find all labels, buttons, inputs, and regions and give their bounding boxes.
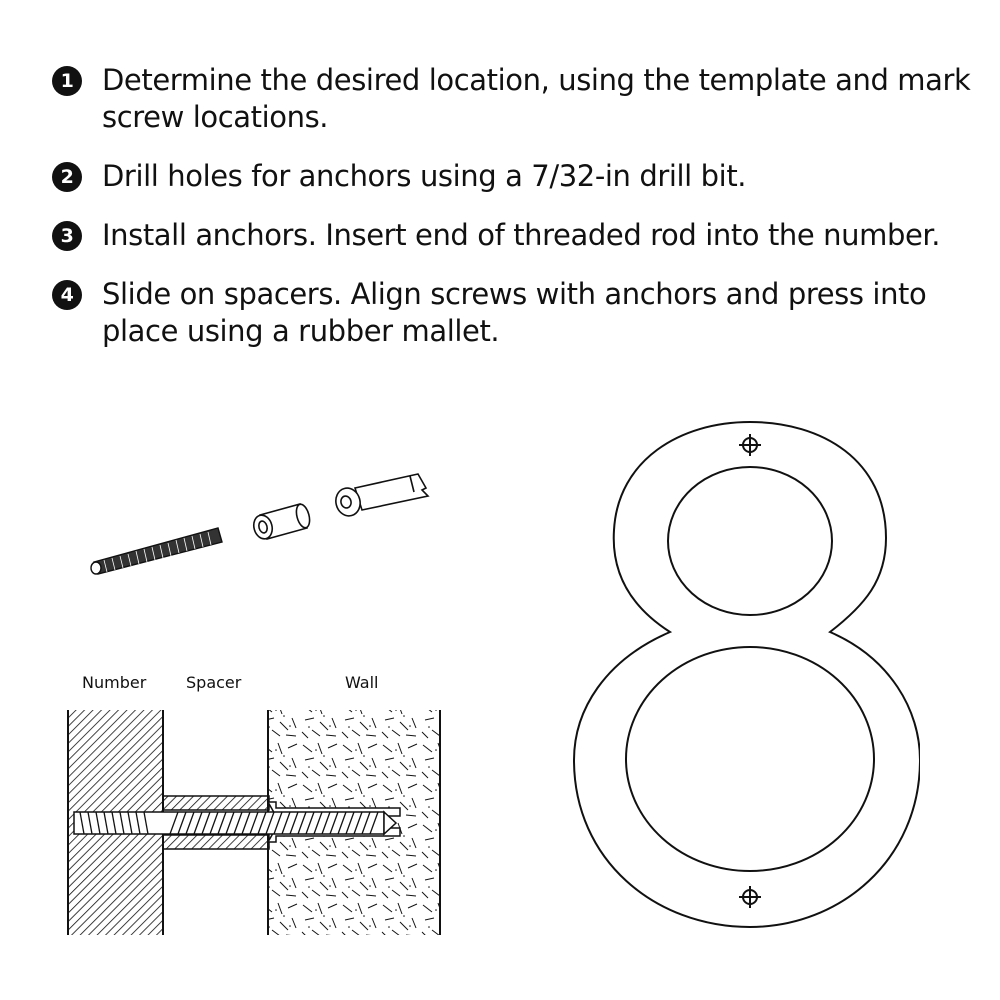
- step-text: Drill holes for anchors using a 7/32-in drill bit.: [102, 159, 747, 193]
- step-4: [52, 276, 952, 350]
- parts-illustration: [80, 470, 460, 590]
- spacer-icon: [251, 503, 312, 541]
- instruction-steps: [52, 62, 992, 372]
- step-text: Install anchors. Insert end of threaded rod into the number.: [102, 218, 941, 252]
- threaded-rod-section: [74, 812, 396, 834]
- digit-8-template: [560, 410, 920, 950]
- step-number-badge: 1: [52, 66, 82, 96]
- step-number-badge: 3: [52, 221, 82, 251]
- wall-anchor-icon: [333, 474, 428, 519]
- mounting-hole-top-icon: [739, 434, 761, 456]
- step-2: [52, 158, 992, 195]
- mounting-hole-bottom-icon: [739, 886, 761, 908]
- step-1: [52, 62, 982, 136]
- step-3: [52, 217, 992, 254]
- step-text: Determine the desired location, using the template and mark screw locations.: [102, 63, 971, 134]
- threaded-rod-icon: [91, 528, 222, 574]
- step-number-badge: 4: [52, 280, 82, 310]
- step-text: Slide on spacers. Align screws with anchors and press into place using a rubber mallet.: [102, 277, 927, 348]
- label-wall: Wall: [345, 673, 379, 692]
- digit-8-upper-counter: [668, 467, 832, 615]
- digit-8-lower-counter: [626, 647, 874, 871]
- step-number-badge: 2: [52, 162, 82, 192]
- label-number: Number: [82, 673, 147, 692]
- cross-section-diagram: [60, 700, 460, 940]
- digit-8-outline: [574, 422, 920, 927]
- label-spacer: Spacer: [186, 673, 242, 692]
